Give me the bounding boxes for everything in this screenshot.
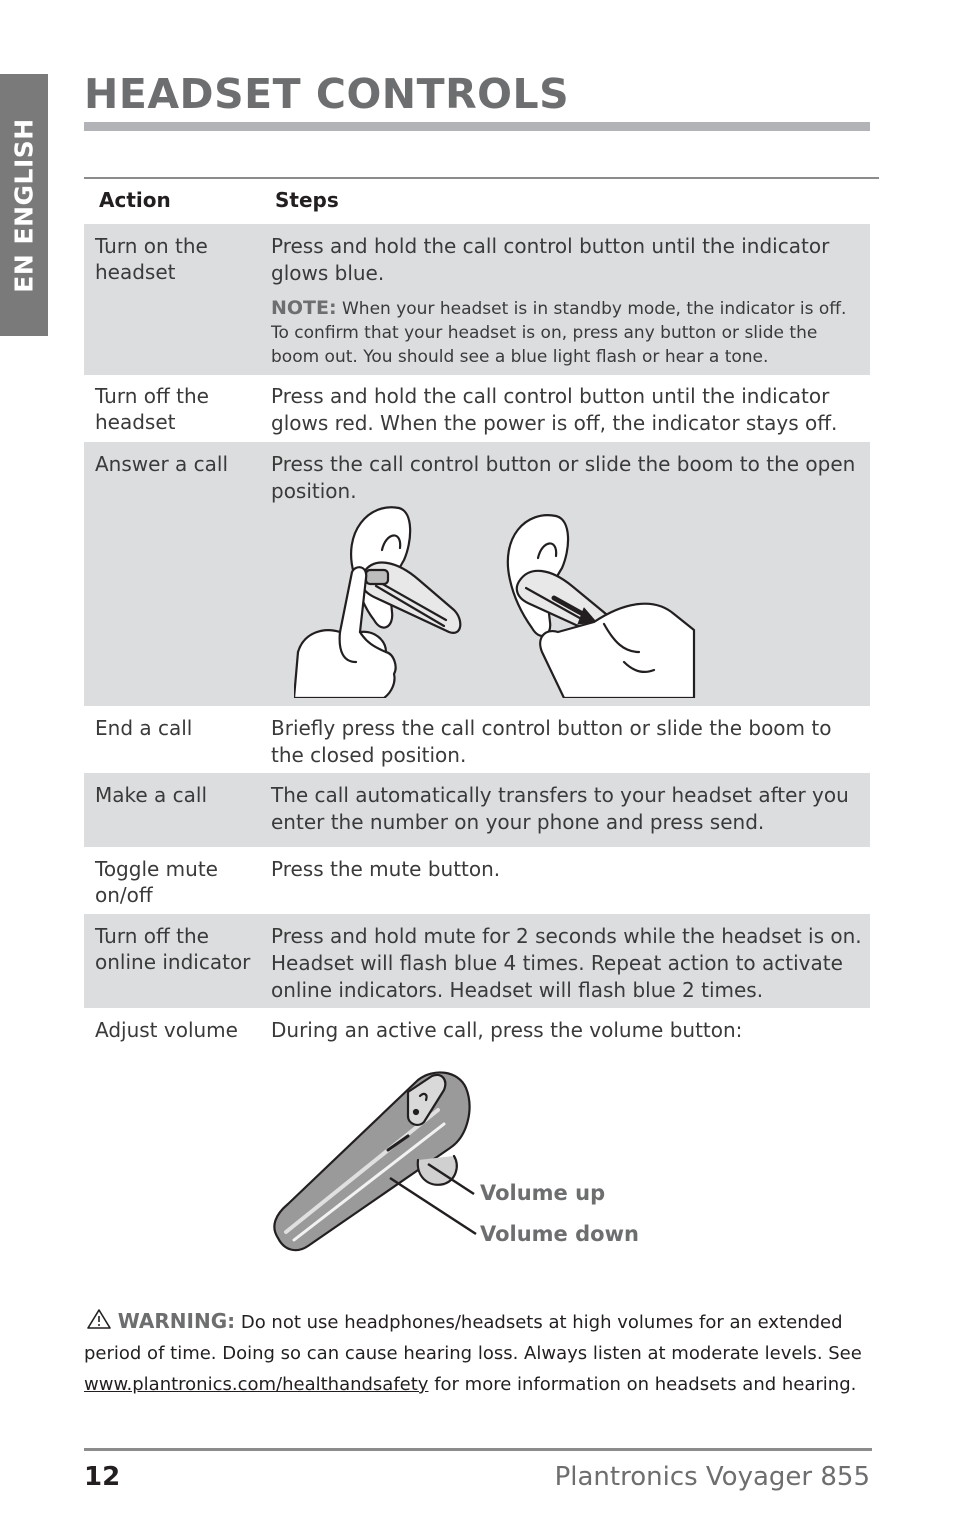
warning-text-after: for more information on headsets and hearing. bbox=[428, 1374, 857, 1395]
row-action: Turn on the headset bbox=[95, 234, 208, 284]
row-steps: Press and hold the call control button until the indicator glows red. When the power is off, the indicator stays off. bbox=[271, 384, 838, 435]
note-label: NOTE: bbox=[271, 297, 337, 319]
row-action: Adjust volume bbox=[95, 1018, 238, 1042]
header-steps: Steps bbox=[275, 188, 339, 212]
row-steps: During an active call, press the volume button: bbox=[271, 1018, 743, 1042]
footer-rule bbox=[84, 1448, 872, 1451]
page-title: HEADSET CONTROLS bbox=[84, 70, 570, 118]
warning-text: Do not use headphones/headsets at high volumes for an extended period of time. Doing so can cause hearing loss. Always listen at moderate levels. See bbox=[84, 1312, 862, 1364]
row-action: Turn off the headset bbox=[95, 384, 209, 434]
warning-triangle-icon bbox=[86, 1308, 112, 1330]
volume-up-label: Volume up bbox=[480, 1181, 606, 1205]
warning-block bbox=[84, 1306, 874, 1400]
table-row bbox=[84, 706, 870, 773]
header-action: Action bbox=[99, 188, 171, 212]
volume-down-label: Volume down bbox=[480, 1222, 639, 1246]
row-steps: Briefly press the call control button or slide the boom to the closed position. bbox=[271, 716, 832, 767]
note-text: When your headset is in standby mode, the indicator is off. To confirm that your headset is on, press any button or slide the boom out. You should see a blue light flash or hear a tone. bbox=[271, 299, 847, 367]
row-action: Answer a call bbox=[95, 452, 228, 476]
answer-call-illustration bbox=[294, 502, 714, 698]
table-row bbox=[84, 375, 870, 442]
table-row bbox=[84, 847, 870, 914]
table-row bbox=[84, 1008, 870, 1058]
row-action: Make a call bbox=[95, 783, 208, 807]
table-row bbox=[84, 224, 870, 375]
row-steps: Press the mute button. bbox=[271, 857, 501, 881]
table-row bbox=[84, 773, 870, 847]
table-row bbox=[84, 442, 870, 706]
table-row bbox=[84, 914, 870, 1008]
health-safety-link[interactable]: www.plantronics.com/healthandsafety bbox=[84, 1374, 429, 1395]
language-tab bbox=[0, 74, 48, 336]
table-top-rule bbox=[84, 177, 879, 179]
row-action: Toggle mute on/off bbox=[95, 857, 218, 907]
footer-product-name: Plantronics Voyager 855 bbox=[554, 1462, 870, 1492]
row-action: Turn off the online indicator bbox=[95, 924, 251, 974]
row-steps: The call automatically transfers to your headset after you enter the number on your phone and press send. bbox=[271, 783, 849, 834]
row-steps: Press and hold the call control button until the indicator glows blue. bbox=[271, 234, 830, 285]
title-rule bbox=[84, 122, 870, 131]
page-number: 12 bbox=[84, 1462, 121, 1492]
volume-headset-illustration bbox=[268, 1066, 488, 1256]
row-steps: Press the call control button or slide the boom to the open position. bbox=[271, 452, 856, 503]
language-tab-label: EN ENGLISH bbox=[9, 117, 39, 293]
warning-label: WARNING: bbox=[117, 1309, 236, 1333]
row-action: End a call bbox=[95, 716, 193, 740]
note bbox=[271, 296, 866, 369]
row-steps: Press and hold mute for 2 seconds while the headset is on. Headset will flash blue 4 times. Repeat action to activate online indicators. Headset will flash blue 2 times. bbox=[271, 924, 862, 1002]
